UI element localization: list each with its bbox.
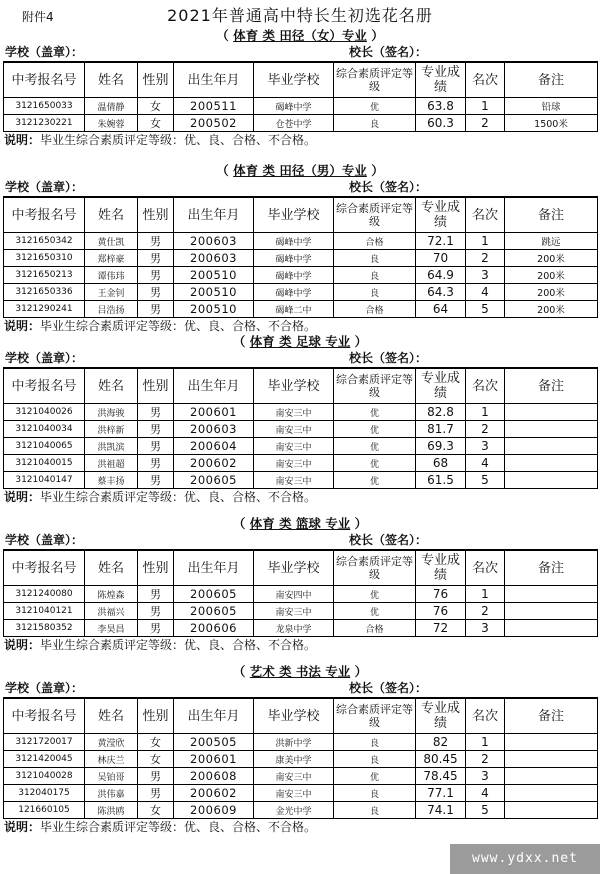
cell-sex: 女 [138, 751, 174, 768]
cell-score: 78.45 [416, 768, 466, 785]
table-row [4, 250, 598, 267]
cell-score: 76 [416, 603, 466, 620]
cell-sex: 男 [138, 603, 174, 620]
cell-note [505, 785, 598, 802]
section-title-text: 体育 类 田径（男）专业 [233, 163, 367, 178]
table-row [4, 404, 598, 421]
table-row [4, 768, 598, 785]
cell-name: 洪祖超 [85, 455, 138, 472]
cell-grade: 合格 [334, 620, 416, 637]
column-header: 性别 [138, 550, 174, 586]
cell-rank: 5 [466, 472, 505, 489]
cell-name: 洪凯滨 [85, 438, 138, 455]
cell-name: 蔡丰扬 [85, 472, 138, 489]
cell-score: 81.7 [416, 421, 466, 438]
cell-school: 碣峰中学 [254, 250, 334, 267]
column-header: 出生年月 [174, 550, 254, 586]
cell-rank: 3 [466, 768, 505, 785]
section-title: （ 体育 类 足球 专业 ） [232, 334, 368, 349]
cell-score: 82.8 [416, 404, 466, 421]
column-header: 综合素质评定等级 [334, 698, 416, 734]
cell-grade: 优 [334, 768, 416, 785]
cell-name: 郑梓豪 [85, 250, 138, 267]
cell-note [505, 421, 598, 438]
signature-line [3, 680, 597, 697]
table-row [4, 267, 598, 284]
cell-id: 3121420045 [4, 751, 85, 768]
roster-section [3, 664, 597, 835]
cell-sex: 男 [138, 455, 174, 472]
school-stamp-label: 学校（盖章）： [5, 45, 84, 59]
cell-sex: 男 [138, 404, 174, 421]
cell-name: 黄滢欣 [85, 734, 138, 751]
column-header: 中考报名号 [4, 368, 85, 404]
cell-birth: 200604 [174, 438, 254, 455]
cell-note [505, 455, 598, 472]
column-header: 综合素质评定等级 [334, 197, 416, 233]
cell-grade: 良 [334, 785, 416, 802]
cell-grade: 优 [334, 98, 416, 115]
column-header: 姓名 [85, 698, 138, 734]
column-header: 性别 [138, 368, 174, 404]
header-row [4, 550, 598, 586]
cell-rank: 2 [466, 250, 505, 267]
cell-name: 陈煌森 [85, 586, 138, 603]
cell-name: 吴铂哥 [85, 768, 138, 785]
section-title: （ 体育 类 田径（女）专业 ） [216, 28, 384, 43]
cell-score: 80.45 [416, 751, 466, 768]
cell-sex: 女 [138, 98, 174, 115]
column-header: 性别 [138, 197, 174, 233]
grade-note: 说明：毕业生综合素质评定等级：优、良、合格、不合格。 [4, 638, 317, 652]
signature-line [3, 532, 597, 549]
header-row [4, 197, 598, 233]
cell-sex: 男 [138, 284, 174, 301]
cell-grade: 优 [334, 586, 416, 603]
cell-rank: 1 [466, 734, 505, 751]
cell-school: 南安三中 [254, 472, 334, 489]
cell-id: 312040175 [4, 785, 85, 802]
table-row [4, 115, 598, 132]
cell-sex: 男 [138, 472, 174, 489]
roster-table [3, 196, 598, 318]
cell-id: 3121040121 [4, 603, 85, 620]
cell-name: 王金钊 [85, 284, 138, 301]
cell-id: 3121650310 [4, 250, 85, 267]
cell-id: 3121290241 [4, 301, 85, 318]
column-header: 专业成绩 [416, 550, 466, 586]
table-row [4, 785, 598, 802]
cell-id: 3121720017 [4, 734, 85, 751]
cell-school: 南安三中 [254, 438, 334, 455]
table-row [4, 620, 598, 637]
section-title-text: 体育 类 田径（女）专业 [233, 28, 367, 43]
table-row [4, 284, 598, 301]
column-header: 名次 [466, 550, 505, 586]
cell-rank: 1 [466, 586, 505, 603]
cell-note [505, 620, 598, 637]
principal-sign-label: 校长（签名）： [349, 351, 428, 365]
cell-school: 金光中学 [254, 802, 334, 819]
cell-name: 吕浩扬 [85, 301, 138, 318]
roster-table [3, 61, 598, 132]
cell-birth: 200602 [174, 455, 254, 472]
cell-grade: 良 [334, 267, 416, 284]
grade-note: 说明：毕业生综合素质评定等级：优、良、合格、不合格。 [4, 319, 317, 333]
column-header: 名次 [466, 197, 505, 233]
cell-score: 72.1 [416, 233, 466, 250]
cell-grade: 优 [334, 603, 416, 620]
school-stamp-label: 学校（盖章）： [5, 180, 84, 194]
table-row [4, 802, 598, 819]
school-stamp-label: 学校（盖章）： [5, 351, 84, 365]
cell-grade: 优 [334, 404, 416, 421]
cell-rank: 1 [466, 98, 505, 115]
section-title: （ 体育 类 篮球 专业 ） [232, 516, 368, 531]
cell-school: 碣峰中学 [254, 284, 334, 301]
column-header: 毕业学校 [254, 62, 334, 98]
cell-sex: 男 [138, 785, 174, 802]
column-header: 名次 [466, 698, 505, 734]
cell-note: 跳远 [505, 233, 598, 250]
cell-birth: 200606 [174, 620, 254, 637]
cell-note: 200米 [505, 250, 598, 267]
column-header: 毕业学校 [254, 550, 334, 586]
cell-score: 60.3 [416, 115, 466, 132]
roster-section [3, 516, 597, 653]
cell-score: 64.3 [416, 284, 466, 301]
cell-id: 3121240080 [4, 586, 85, 603]
cell-score: 63.8 [416, 98, 466, 115]
cell-name: 林庆兰 [85, 751, 138, 768]
cell-sex: 男 [138, 421, 174, 438]
cell-rank: 2 [466, 603, 505, 620]
cell-school: 南安四中 [254, 586, 334, 603]
section-title: （ 体育 类 田径（男）专业 ） [216, 163, 384, 178]
cell-note: 1500米 [505, 115, 598, 132]
cell-school: 仓苍中学 [254, 115, 334, 132]
table-row [4, 603, 598, 620]
cell-sex: 男 [138, 768, 174, 785]
cell-note [505, 751, 598, 768]
column-header: 备注 [505, 550, 598, 586]
cell-id: 3121230221 [4, 115, 85, 132]
column-header: 专业成绩 [416, 698, 466, 734]
column-header: 姓名 [85, 62, 138, 98]
cell-note: 200米 [505, 267, 598, 284]
column-header: 备注 [505, 698, 598, 734]
cell-school: 南安三中 [254, 455, 334, 472]
cell-birth: 200603 [174, 250, 254, 267]
column-header: 中考报名号 [4, 197, 85, 233]
cell-score: 68 [416, 455, 466, 472]
cell-name: 洪海骏 [85, 404, 138, 421]
cell-note [505, 768, 598, 785]
cell-name: 洪梓新 [85, 421, 138, 438]
header-row [4, 368, 598, 404]
column-header: 出生年月 [174, 698, 254, 734]
roster-section [3, 334, 597, 505]
column-header: 毕业学校 [254, 698, 334, 734]
cell-note [505, 586, 598, 603]
cell-sex: 男 [138, 586, 174, 603]
cell-rank: 2 [466, 421, 505, 438]
cell-score: 77.1 [416, 785, 466, 802]
cell-rank: 2 [466, 751, 505, 768]
cell-score: 74.1 [416, 802, 466, 819]
cell-grade: 合格 [334, 233, 416, 250]
cell-name: 洪伟嘉 [85, 785, 138, 802]
cell-rank: 5 [466, 301, 505, 318]
cell-sex: 男 [138, 301, 174, 318]
table-row [4, 472, 598, 489]
cell-sex: 男 [138, 620, 174, 637]
cell-id: 3121650342 [4, 233, 85, 250]
column-header: 中考报名号 [4, 698, 85, 734]
column-header: 名次 [466, 62, 505, 98]
column-header: 毕业学校 [254, 197, 334, 233]
cell-grade: 良 [334, 115, 416, 132]
cell-school: 南安三中 [254, 785, 334, 802]
signature-line [3, 44, 597, 61]
cell-birth: 200605 [174, 472, 254, 489]
cell-grade: 优 [334, 421, 416, 438]
cell-id: 3121040065 [4, 438, 85, 455]
cell-score: 64 [416, 301, 466, 318]
cell-rank: 1 [466, 404, 505, 421]
cell-school: 康美中学 [254, 751, 334, 768]
cell-note [505, 734, 598, 751]
cell-school: 碣峰中学 [254, 98, 334, 115]
table-row [4, 438, 598, 455]
cell-name: 谭伟玮 [85, 267, 138, 284]
cell-score: 72 [416, 620, 466, 637]
cell-grade: 良 [334, 802, 416, 819]
cell-id: 3121040026 [4, 404, 85, 421]
grade-note: 说明：毕业生综合素质评定等级：优、良、合格、不合格。 [4, 490, 317, 504]
table-row [4, 98, 598, 115]
column-header: 专业成绩 [416, 197, 466, 233]
cell-school: 碣峰中学 [254, 267, 334, 284]
cell-id: 3121650336 [4, 284, 85, 301]
cell-grade: 优 [334, 472, 416, 489]
table-row [4, 734, 598, 751]
cell-birth: 200603 [174, 233, 254, 250]
grade-note: 说明：毕业生综合素质评定等级：优、良、合格、不合格。 [4, 820, 317, 834]
site-watermark: www.ydxx.net [450, 844, 600, 874]
column-header: 性别 [138, 62, 174, 98]
cell-note [505, 802, 598, 819]
cell-rank: 4 [466, 785, 505, 802]
column-header: 出生年月 [174, 62, 254, 98]
cell-sex: 男 [138, 267, 174, 284]
cell-birth: 200510 [174, 284, 254, 301]
cell-score: 82 [416, 734, 466, 751]
table-row [4, 233, 598, 250]
attachment-label: 附件4 [22, 10, 54, 24]
cell-id: 121660105 [4, 802, 85, 819]
section-title-text: 艺术 类 书法 专业 [249, 664, 351, 679]
column-header: 综合素质评定等级 [334, 550, 416, 586]
cell-birth: 200609 [174, 802, 254, 819]
column-header: 专业成绩 [416, 368, 466, 404]
cell-rank: 3 [466, 620, 505, 637]
cell-rank: 3 [466, 438, 505, 455]
cell-school: 南安三中 [254, 421, 334, 438]
cell-school: 碣峰中学 [254, 233, 334, 250]
column-header: 中考报名号 [4, 550, 85, 586]
cell-birth: 200602 [174, 785, 254, 802]
school-stamp-label: 学校（盖章）： [5, 533, 84, 547]
cell-note [505, 472, 598, 489]
column-header: 姓名 [85, 197, 138, 233]
cell-rank: 3 [466, 267, 505, 284]
cell-note [505, 438, 598, 455]
roster-table [3, 549, 598, 637]
cell-sex: 女 [138, 115, 174, 132]
page-title: 2021年普通高中特长生初选花名册 [167, 6, 433, 25]
cell-grade: 优 [334, 455, 416, 472]
table-row [4, 455, 598, 472]
cell-score: 61.5 [416, 472, 466, 489]
column-header: 专业成绩 [416, 62, 466, 98]
cell-school: 碣峰二中 [254, 301, 334, 318]
cell-sex: 男 [138, 233, 174, 250]
cell-sex: 女 [138, 734, 174, 751]
column-header: 出生年月 [174, 368, 254, 404]
principal-sign-label: 校长（签名）： [349, 180, 428, 194]
cell-rank: 2 [466, 115, 505, 132]
column-header: 备注 [505, 197, 598, 233]
cell-birth: 200603 [174, 421, 254, 438]
cell-id: 3121650033 [4, 98, 85, 115]
roster-section [3, 28, 597, 148]
cell-note: 200米 [505, 301, 598, 318]
cell-grade: 良 [334, 284, 416, 301]
cell-grade: 良 [334, 734, 416, 751]
cell-id: 3121040015 [4, 455, 85, 472]
cell-sex: 男 [138, 438, 174, 455]
cell-name: 黄仕凯 [85, 233, 138, 250]
cell-birth: 200601 [174, 751, 254, 768]
column-header: 中考报名号 [4, 62, 85, 98]
cell-name: 朱婉蓉 [85, 115, 138, 132]
roster-table [3, 697, 598, 819]
cell-school: 南安三中 [254, 404, 334, 421]
column-header: 姓名 [85, 550, 138, 586]
section-title-text: 体育 类 篮球 专业 [249, 516, 351, 531]
column-header: 毕业学校 [254, 368, 334, 404]
cell-score: 76 [416, 586, 466, 603]
cell-birth: 200510 [174, 301, 254, 318]
column-header: 出生年月 [174, 197, 254, 233]
column-header: 综合素质评定等级 [334, 62, 416, 98]
cell-grade: 良 [334, 751, 416, 768]
table-row [4, 421, 598, 438]
cell-grade: 优 [334, 438, 416, 455]
cell-school: 龙泉中学 [254, 620, 334, 637]
cell-birth: 200605 [174, 603, 254, 620]
cell-score: 69.3 [416, 438, 466, 455]
cell-name: 陈洪鸥 [85, 802, 138, 819]
cell-id: 3121040147 [4, 472, 85, 489]
signature-line [3, 350, 597, 367]
cell-name: 李昊昌 [85, 620, 138, 637]
column-header: 综合素质评定等级 [334, 368, 416, 404]
column-header: 姓名 [85, 368, 138, 404]
table-row [4, 751, 598, 768]
column-header: 性别 [138, 698, 174, 734]
cell-birth: 200605 [174, 586, 254, 603]
cell-birth: 200601 [174, 404, 254, 421]
cell-birth: 200502 [174, 115, 254, 132]
cell-birth: 200510 [174, 267, 254, 284]
cell-note [505, 404, 598, 421]
cell-rank: 5 [466, 802, 505, 819]
signature-line [3, 179, 597, 196]
cell-note: 200米 [505, 284, 598, 301]
column-header: 名次 [466, 368, 505, 404]
cell-note [505, 603, 598, 620]
cell-rank: 4 [466, 455, 505, 472]
roster-table [3, 367, 598, 489]
cell-score: 64.9 [416, 267, 466, 284]
cell-birth: 200505 [174, 734, 254, 751]
cell-school: 南安三中 [254, 603, 334, 620]
cell-rank: 4 [466, 284, 505, 301]
cell-school: 南安三中 [254, 768, 334, 785]
cell-note: 铅球 [505, 98, 598, 115]
grade-note: 说明：毕业生综合素质评定等级：优、良、合格、不合格。 [4, 133, 317, 147]
header-row [4, 62, 598, 98]
cell-id: 3121040028 [4, 768, 85, 785]
section-title: （ 艺术 类 书法 专业 ） [232, 664, 368, 679]
principal-sign-label: 校长（签名）： [349, 45, 428, 59]
table-row [4, 301, 598, 318]
cell-id: 3121650213 [4, 267, 85, 284]
section-title-text: 体育 类 足球 专业 [249, 334, 351, 349]
cell-sex: 男 [138, 250, 174, 267]
cell-school: 洪新中学 [254, 734, 334, 751]
cell-score: 70 [416, 250, 466, 267]
cell-birth: 200511 [174, 98, 254, 115]
cell-sex: 女 [138, 802, 174, 819]
cell-grade: 合格 [334, 301, 416, 318]
cell-id: 3121580352 [4, 620, 85, 637]
header-row [4, 698, 598, 734]
cell-rank: 1 [466, 233, 505, 250]
table-row [4, 586, 598, 603]
principal-sign-label: 校长（签名）： [349, 681, 428, 695]
column-header: 备注 [505, 62, 598, 98]
cell-name: 温倩静 [85, 98, 138, 115]
cell-birth: 200608 [174, 768, 254, 785]
cell-name: 洪福兴 [85, 603, 138, 620]
cell-id: 3121040034 [4, 421, 85, 438]
column-header: 备注 [505, 368, 598, 404]
school-stamp-label: 学校（盖章）： [5, 681, 84, 695]
roster-section [3, 163, 597, 334]
principal-sign-label: 校长（签名）： [349, 533, 428, 547]
cell-grade: 良 [334, 250, 416, 267]
